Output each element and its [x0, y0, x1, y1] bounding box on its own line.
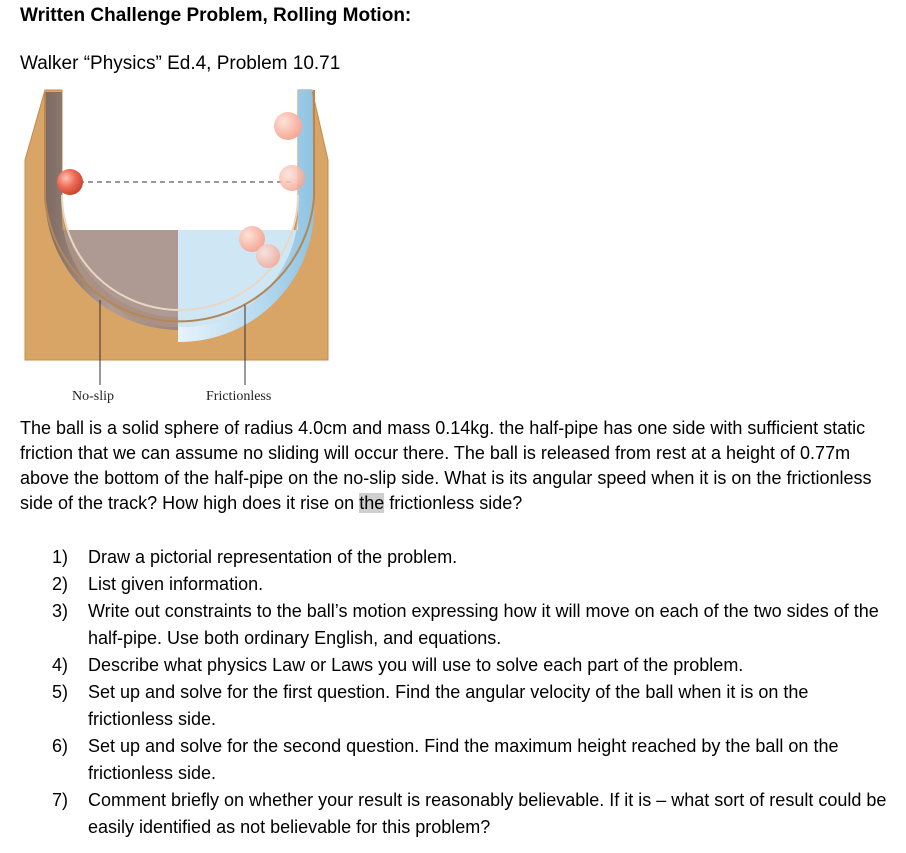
list-item-text: List given information.	[88, 574, 264, 594]
half-pipe-illustration	[20, 80, 340, 410]
list-item-number: 5)	[52, 682, 69, 702]
list-item	[52, 787, 892, 841]
list-item	[52, 598, 892, 652]
task-list	[52, 544, 892, 841]
problem-statement	[20, 416, 890, 516]
problem-text-part1: The ball is a solid sphere of radius 4.0cm and mass 0.14kg. the half-pipe has one side with sufficient static friction that we can assume no sliding will occur there. The ball is released from rest at a height of 0.77m above the bottom of the half-pipe on the no-slip side. What is its angular speed when it is on the frictionless side of the track? How high does it rise on	[20, 418, 872, 513]
list-item-text: Set up and solve for the second question. Find the maximum height reached by the ball on the frictionless side.	[88, 736, 839, 783]
ball-start	[57, 169, 83, 195]
list-item	[52, 679, 892, 733]
list-item-number: 4)	[52, 655, 69, 675]
list-item-text: Write out constraints to the ball’s motion expressing how it will move on each of the two sides of the half-pipe. Use both ordinary English, and equations.	[88, 601, 879, 648]
list-item	[52, 571, 892, 598]
list-item	[52, 544, 892, 571]
no-slip-label: No-slip	[72, 389, 114, 404]
problem-text-part2: frictionless side?	[384, 493, 523, 513]
ball-ghost-2	[279, 165, 305, 191]
list-item-text: Describe what physics Law or Laws you will use to solve each part of the problem.	[88, 655, 744, 675]
list-item-text: Set up and solve for the first question. Find the angular velocity of the ball when it is on the frictionless side.	[88, 682, 809, 729]
list-item-number: 6)	[52, 736, 69, 756]
list-item-number: 7)	[52, 790, 69, 810]
ball-ghost-1	[274, 112, 302, 140]
frictionless-label: Frictionless	[206, 389, 272, 404]
half-pipe-figure	[20, 80, 340, 410]
list-item-number: 3)	[52, 601, 69, 621]
list-item-number: 1)	[52, 547, 69, 567]
list-item-text: Comment briefly on whether your result is reasonably believable. If it is – what sort of result could be easily identified as not believable for this problem?	[88, 790, 887, 837]
source-citation: Walker “Physics” Ed.4, Problem 10.71	[20, 53, 341, 74]
page-title: Written Challenge Problem, Rolling Motion:	[20, 5, 412, 26]
ball-ghost-4	[256, 244, 280, 268]
list-item-text: Draw a pictorial representation of the problem.	[88, 547, 458, 567]
highlighted-word: the	[359, 493, 385, 513]
list-item-number: 2)	[52, 574, 69, 594]
list-item	[52, 733, 892, 787]
list-item	[52, 652, 892, 679]
